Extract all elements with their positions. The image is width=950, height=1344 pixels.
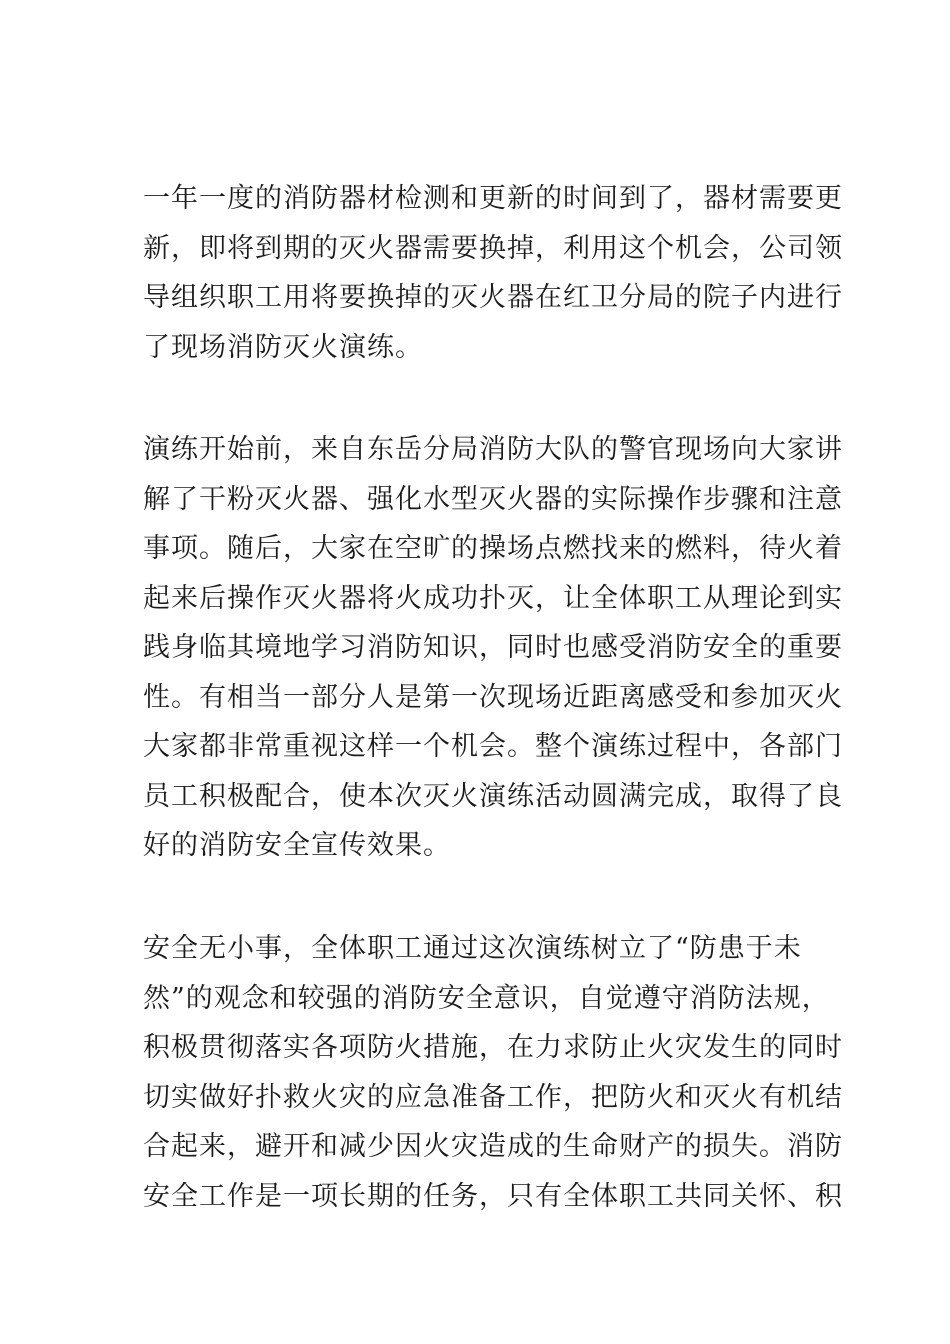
text-line: 事项。随后，大家在空旷的操场点燃找来的燃料，待火着 <box>143 533 843 564</box>
paragraph-3 <box>143 924 843 1221</box>
text-line: 解了干粉灭火器、强化水型灭火器的实际操作步骤和注意 <box>143 483 843 515</box>
text-line: 一年一度的消防器材检测和更新的时间到了，器材需要更 <box>143 183 843 214</box>
text-line: 演练开始前，来自东岳分局消防大队的警官现场向大家讲 <box>143 434 843 465</box>
text-line: 安全无小事，全体职工通过这次演练树立了“防患于未 <box>143 933 802 964</box>
text-line: 好的消防安全宣传效果。 <box>143 830 451 861</box>
paragraph-1 <box>143 174 843 372</box>
text-line: 积极贯彻落实各项防火措施，在力求防止火灾发生的同时 <box>143 1032 843 1063</box>
text-line: 起来后操作灭火器将火成功扑灭，让全体职工从理论到实 <box>143 582 843 614</box>
text-line: 然”的观念和较强的消防安全意识，自觉遵守消防法规， <box>143 982 830 1014</box>
text-line: 导组织职工用将要换掉的灭火器在红卫分局的院子内进行 <box>143 282 843 313</box>
text-line: 大家都非常重视这样一个机会。整个演练过程中，各部门 <box>143 731 843 762</box>
text-line: 合起来，避开和减少因火灾造成的生命财产的损失。消防 <box>143 1131 843 1162</box>
text-line: 切实做好扑救火灾的应急准备工作，把防火和灭火有机结 <box>143 1081 843 1113</box>
text-line: 安全工作是一项长期的任务，只有全体职工共同关怀、积 <box>143 1180 843 1212</box>
text-line: 了现场消防灭火演练。 <box>143 331 423 363</box>
paragraph-2 <box>143 425 843 871</box>
text-line: 践身临其境地学习消防知识，同时也感受消防安全的重要 <box>143 632 843 663</box>
text-line: 员工积极配合，使本次灭火演练活动圆满完成，取得了良 <box>143 780 843 812</box>
text-line: 性。有相当一部分人是第一次现场近距离感受和参加灭火 <box>143 681 843 713</box>
text-line: 新，即将到期的灭火器需要换掉，利用这个机会，公司领 <box>143 232 843 264</box>
